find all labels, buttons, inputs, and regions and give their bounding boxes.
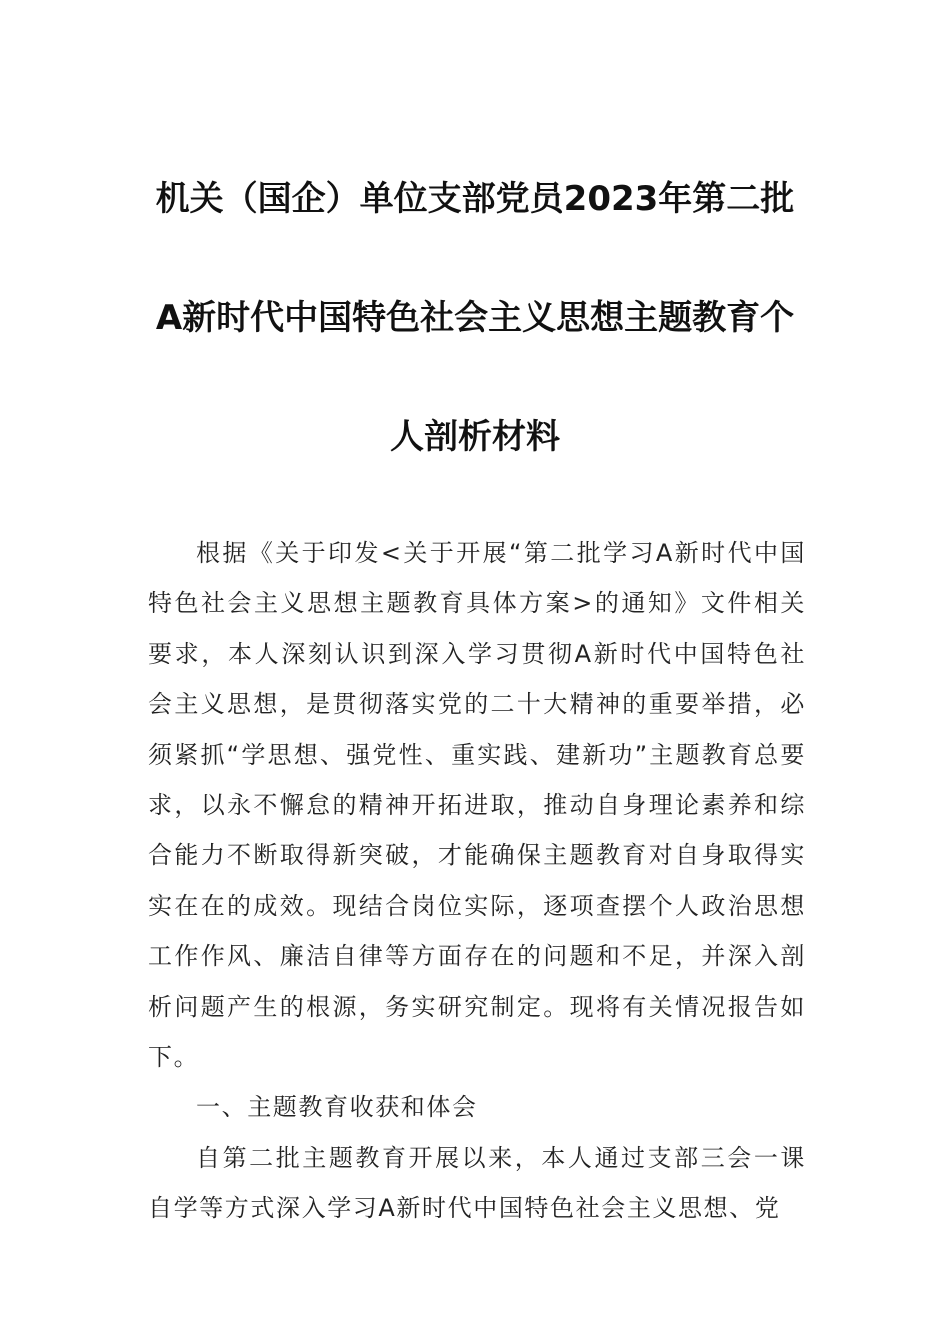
- title-line-1: 机关（国企）单位支部党员2023年第二批: [155, 179, 795, 219]
- document-body: [148, 528, 806, 1234]
- intro-paragraph: 根据《关于印发<关于开展“第二批学习A新时代中国特色社会主义思想主题教育具体方案>的通知》文件相关要求，本人深刻认识到深入学习贯彻A新时代中国特色社会主义思想，是贯彻落实党的二十大精神的重要举措，必须紧抓“学思想、强党性、重实践、建新功”主题教育总要求，以永不懈怠的精神开拓进取，推动自身理论素养和综合能力不断取得新突破，才能确保主题教育对自身取得实实在在的成效。现结合岗位实际，逐项查摆个人政治思想工作作风、廉洁自律等方面存在的问题和不足，并深入剖析问题产生的根源，务实研究制定。现将有关情况报告如下。: [148, 539, 806, 1072]
- section-1-paragraph: 自第二批主题教育开展以来，本人通过支部三会一课自学等方式深入学习A新时代中国特色社会主义思想、党: [148, 1143, 806, 1223]
- title-line-2: A新时代中国特色社会主义思想主题教育个: [155, 298, 795, 338]
- document-title: [100, 140, 850, 497]
- title-line-3: 人剖析材料: [390, 417, 560, 457]
- section-heading-1: 一、主题教育收获和体会: [196, 1093, 478, 1122]
